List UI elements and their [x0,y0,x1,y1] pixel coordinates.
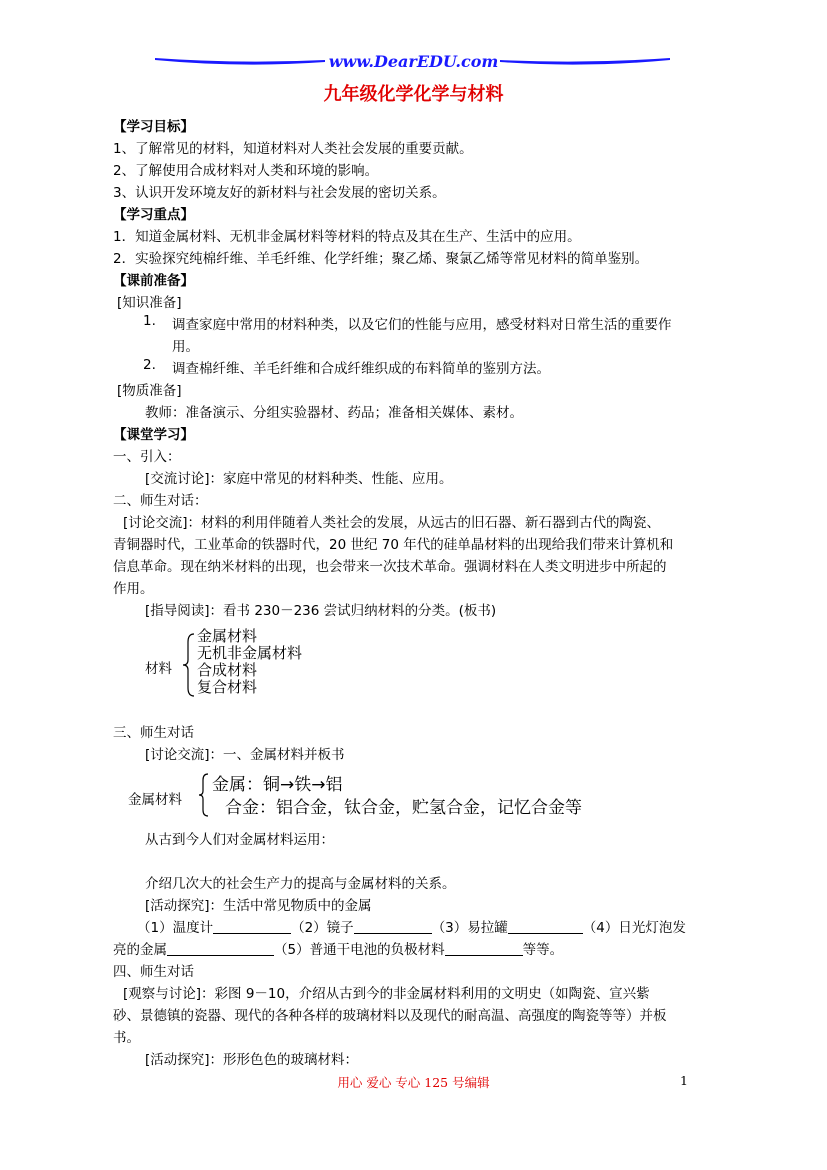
classification-item-inorganic: 无机非金属材料 [197,644,303,662]
part-4-paragraph-line-3: 书。 [113,1030,140,1046]
question-end: 等等。 [522,942,564,958]
objective-2: 2、了解使用合成材料对人类和环境的影响。 [113,163,379,179]
part-2-paragraph-line-2: 青铜器时代，工业革命的铁器时代，20 世纪 70 年代的硅单晶材料的出现给我们带来计算机和 [113,537,674,553]
part-3-activity: [活动探究]：生活中常见物质中的金属 [145,898,372,914]
page-number: 1 [680,1073,688,1088]
question-2-label: （2）镜子 [291,920,354,936]
objective-3: 3、认识开发环境友好的新材料与社会发展的密切关系。 [113,185,446,201]
classification-brace [182,632,196,698]
answer-blank-4[interactable] [167,940,274,956]
answer-blank-3[interactable] [508,918,583,934]
section-heading-keypoints: 【学习重点】 [113,207,194,223]
document-title: 九年级化学化学与材料 [323,84,504,105]
question-row-2 [113,938,563,958]
part-4-paragraph-line-2: 砂、景德镇的瓷器、现代的各种各样的玻璃材料以及现代的耐高温、高强度的陶瓷等等）并板 [113,1008,667,1024]
guided-reading: [指导阅读]：看书 230－236 尝试归纳材料的分类。(板书) [145,603,497,619]
question-5-label: （5）普通干电池的负极材料 [274,942,445,958]
material-prep-heading: [物质准备] [117,383,182,399]
part-1-discussion: [交流讨论]：家庭中常见的材料种类、性能、应用。 [145,471,453,487]
classification-item-composite: 复合材料 [197,678,258,696]
part-2-paragraph-line-3: 信息革命。现在纳米材料的出现，也会带来一次技术革命。强调材料在人类文明进步中所起的 [113,559,667,575]
classification-item-synthetic: 合成材料 [197,661,258,679]
part-2-heading: 二、师生对话： [113,493,208,509]
part-4-activity: [活动探究]：形形色色的玻璃材料： [145,1052,359,1068]
question-4-label: （4）日光灯泡发 [582,920,686,936]
material-prep-item: 教师：准备演示、分组实验器材、药品；准备相关媒体、素材。 [145,405,523,421]
classification-root-label: 材料 [145,661,172,677]
keypoint-2: 2．实验探究纯棉纤维、羊毛纤维、化学纤维；聚乙烯、聚氯乙烯等常见材料的简单鉴别。 [113,251,649,267]
part-4-heading: 四、师生对话 [113,964,194,980]
part-4-paragraph-line-1: [观察与讨论]：彩图 9－10，介绍从古到今的非金属材料利用的文明史（如陶瓷、宣兴紫 [123,986,650,1002]
question-3-label: （3）易拉罐 [431,920,508,936]
part-2-paragraph-line-1: [讨论交流]：材料的利用伴随着人类社会的发展，从远古的旧石器、新石器到古代的陶瓷、 [123,515,661,531]
knowledge-item-2-number: 2. [143,357,156,373]
metal-diagram-brace [198,772,210,818]
section-heading-preparation: 【课前准备】 [113,273,194,289]
part-3-discussion: [讨论交流]：一、金属材料并板书 [145,747,345,763]
question-1-label: （1）温度计 [137,920,214,936]
knowledge-prep-heading: [知识准备] [117,295,182,311]
section-heading-objectives: 【学习目标】 [113,119,194,135]
knowledge-item-1-number: 1. [143,313,156,329]
part-3-intro: 介绍几次大的社会生产力的提高与金属材料的关系。 [145,876,456,892]
metal-diagram-line-1: 金属：铜→铁→铝 [212,775,343,795]
part-3-heading: 三、师生对话 [113,725,194,741]
metal-diagram-line-2: 合金：铝合金，钛合金，贮氢合金，记忆合金等 [225,798,582,818]
section-heading-classroom: 【课堂学习】 [113,427,194,443]
keypoint-1: 1．知道金属材料、无机非金属材料等材料的特点及其在生产、生活中的应用。 [113,229,581,245]
part-2-paragraph-line-4: 作用。 [113,581,154,597]
objective-1: 1、了解常见的材料，知道材料对人类社会发展的重要贡献。 [113,141,473,157]
footer-text: 用心 爱心 专心 125 号编辑 [337,1075,490,1090]
knowledge-item-2: 调查棉纤维、羊毛纤维和合成纤维织成的布料简单的鉴别方法。 [172,361,550,377]
knowledge-item-1: 调查家庭中常用的材料种类，以及它们的性能与应用，感受材料对日常生活的重要作 [172,317,672,333]
site-url: www.DearEDU.com [328,52,499,71]
metal-diagram-label: 金属材料 [128,792,182,808]
classification-item-metal: 金属材料 [197,627,258,645]
question-4-cont: 亮的金属 [113,942,167,958]
part-3-usage: 从古到今人们对金属材料运用： [145,832,334,848]
answer-blank-5[interactable] [445,940,523,956]
part-1-heading: 一、引入： [113,449,181,465]
question-row-1 [137,916,686,936]
answer-blank-1[interactable] [213,918,291,934]
answer-blank-2[interactable] [354,918,432,934]
knowledge-item-1-cont: 用。 [172,339,199,355]
